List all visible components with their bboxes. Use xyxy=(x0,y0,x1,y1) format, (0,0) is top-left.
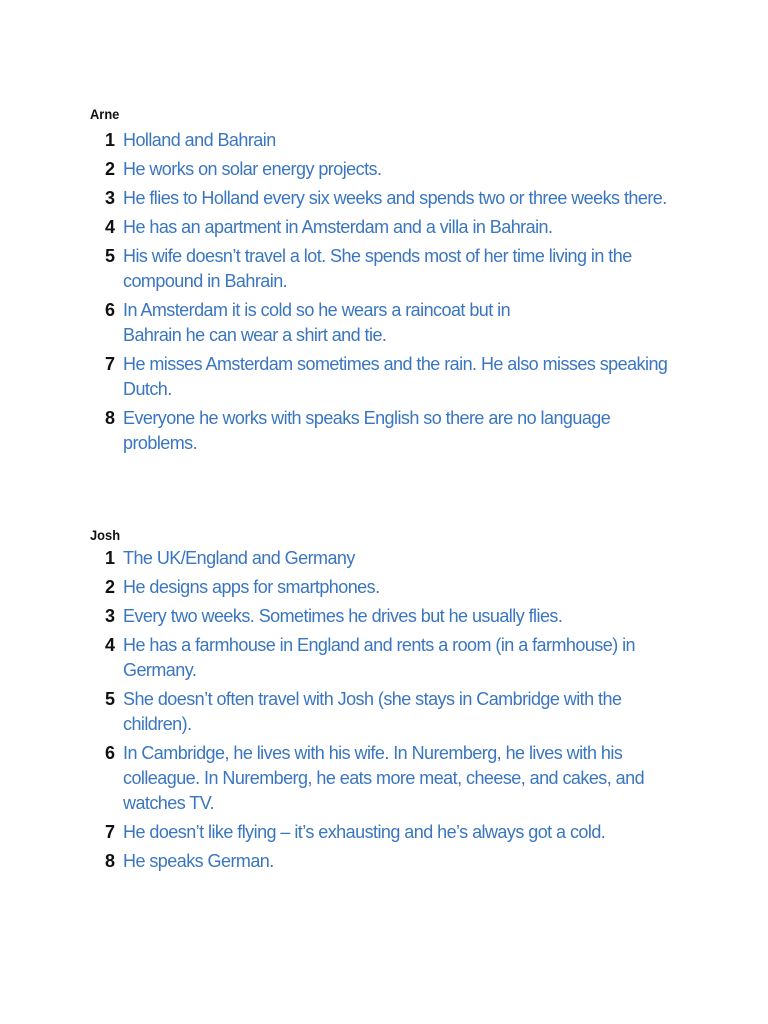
answer-number: 6 xyxy=(105,300,116,320)
answer-text: In Cambridge, he lives with his wife. In Nuremberg, he lives with his colleague. In Nuremberg, he eats more meat, cheese, and cakes, and watches TV. xyxy=(123,743,645,813)
answer-item xyxy=(105,157,705,182)
answer-number: 3 xyxy=(105,188,116,208)
answer-number: 2 xyxy=(105,577,116,597)
answer-number: 6 xyxy=(105,743,116,763)
answer-item xyxy=(105,687,705,737)
answer-text: He designs apps for smartphones. xyxy=(123,577,380,597)
answer-text: He doesn’t like flying – it’s exhausting and he’s always got a cold. xyxy=(123,822,606,842)
answer-number: 5 xyxy=(105,689,116,709)
answer-number: 7 xyxy=(105,354,116,374)
answer-item xyxy=(105,352,705,402)
answer-list-arne xyxy=(105,128,705,456)
answer-text: Every two weeks. Sometimes he drives but he usually flies. xyxy=(123,606,563,626)
answer-item xyxy=(105,298,705,348)
answer-text: His wife doesn’t travel a lot. She spends most of her time living in the compound in Bahrain. xyxy=(123,246,632,291)
answer-item xyxy=(105,215,705,240)
answer-item xyxy=(105,186,705,211)
answer-number: 8 xyxy=(105,408,116,428)
answer-item xyxy=(105,244,705,294)
answer-item xyxy=(105,741,705,816)
answer-item xyxy=(105,633,705,683)
answer-text: In Amsterdam it is cold so he wears a raincoat but in Bahrain he can wear a shirt and tie. xyxy=(123,300,511,345)
answer-number: 4 xyxy=(105,217,116,237)
answer-number: 4 xyxy=(105,635,116,655)
answer-number: 5 xyxy=(105,246,116,266)
answer-text: He speaks German. xyxy=(123,851,274,871)
answer-number: 8 xyxy=(105,851,116,871)
answer-number: 2 xyxy=(105,159,116,179)
answer-text: He works on solar energy projects. xyxy=(123,159,382,179)
answer-text: He has a farmhouse in England and rents a room (in a farmhouse) in Germany. xyxy=(123,635,635,680)
answer-text: Holland and Bahrain xyxy=(123,130,276,150)
answer-text: The UK/England and Germany xyxy=(123,548,355,568)
answer-item xyxy=(105,849,705,874)
answer-item xyxy=(105,406,705,456)
answer-number: 1 xyxy=(105,130,116,150)
answer-item xyxy=(105,575,705,600)
section-heading-josh: Josh xyxy=(90,527,121,543)
answer-text: Everyone he works with speaks English so there are no language problems. xyxy=(123,408,611,453)
answer-number: 7 xyxy=(105,822,116,842)
answer-item xyxy=(105,128,705,153)
answer-list-josh xyxy=(105,546,705,874)
section-heading-arne: Arne xyxy=(90,106,120,122)
answer-text: She doesn’t often travel with Josh (she stays in Cambridge with the children). xyxy=(123,689,622,734)
answer-item xyxy=(105,820,705,845)
answer-item xyxy=(105,604,705,629)
answer-text: He has an apartment in Amsterdam and a villa in Bahrain. xyxy=(123,217,553,237)
answer-item xyxy=(105,546,705,571)
answer-text: He misses Amsterdam sometimes and the rain. He also misses speaking Dutch. xyxy=(123,354,668,399)
answer-text: He flies to Holland every six weeks and spends two or three weeks there. xyxy=(123,188,667,208)
answer-number: 1 xyxy=(105,548,116,568)
answer-number: 3 xyxy=(105,606,116,626)
